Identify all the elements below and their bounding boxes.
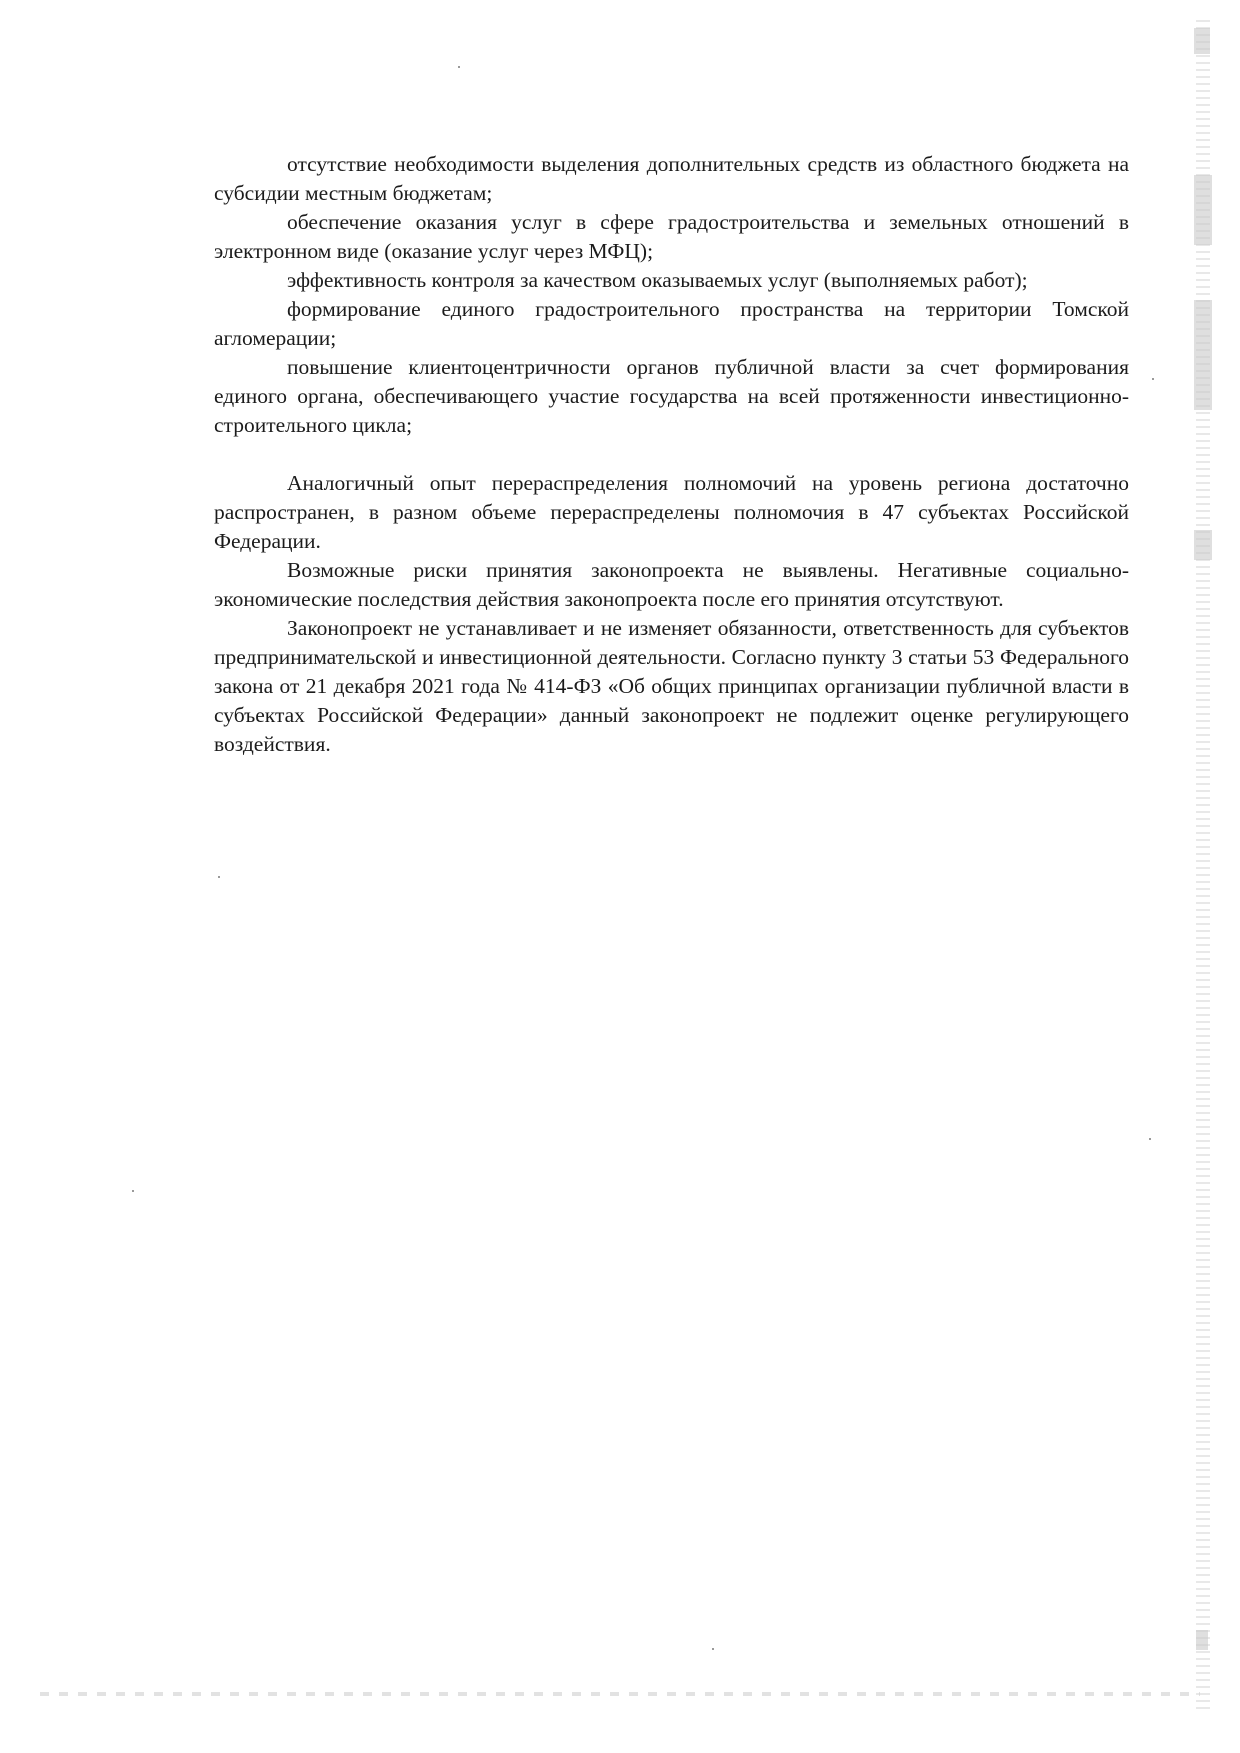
bullet-quality-control: эффективность контроля за качеством оказываемых услуг (выполняемых работ); — [287, 268, 1028, 292]
scan-edge-noise-right — [1196, 20, 1210, 1710]
bullet-client-centricity: повышение клиентоцентричности органов публичной власти за счет формирования единого органа, обеспечивающего участие государства на всей протяженности инвестиционно-строительного цикла; — [214, 355, 1129, 437]
scan-artifact — [1194, 300, 1212, 410]
bullet-electronic-services: обеспечение оказания услуг в сфере градостроительства и земельных отношений в электронном виде (оказание услуг через МФЦ); — [214, 210, 1129, 263]
paragraph-regulatory-impact: Законопроект не устанавливает и не изменяет обязанности, ответственность для субъектов предпринимательской и инвестиционной деятельности. Согласно пункту 3 статьи 53 Федерального закона от 21 декабря 2021 года № 414-ФЗ «Об общих принципах организации публичной власти в субъектах Российской Федерации» данный законопроект не подлежит оценке регулирующего воздействия. — [214, 616, 1129, 756]
scan-artifact — [1194, 175, 1212, 245]
scan-artifact — [1196, 1630, 1208, 1650]
document-body — [214, 150, 1129, 759]
scan-speck — [132, 1190, 134, 1192]
paragraph-regional-experience: Аналогичный опыт перераспределения полномочий на уровень региона достаточно распространен, в разном объеме перераспределены полномочия в 47 субъектах Российской Федерации. — [214, 471, 1129, 553]
scan-artifact — [1194, 28, 1210, 54]
scan-speck — [218, 876, 220, 878]
scan-speck — [712, 1648, 714, 1650]
bullet-urban-planning-space: формирование единого градостроительного пространства на территории Томской агломерации; — [214, 297, 1129, 350]
scan-edge-noise-bottom — [40, 1692, 1200, 1696]
scan-speck — [1152, 378, 1154, 380]
scan-speck — [458, 66, 460, 68]
scan-artifact — [1194, 530, 1212, 560]
scan-speck — [1149, 1138, 1151, 1140]
paragraph-risks: Возможные риски принятия законопроекта не выявлены. Негативные социально-экономические последствия действия законопроекта после его принятия отсутствуют. — [214, 558, 1129, 611]
bullet-no-extra-budget: отсутствие необходимости выделения дополнительных средств из областного бюджета на субсидии местным бюджетам; — [214, 152, 1129, 205]
